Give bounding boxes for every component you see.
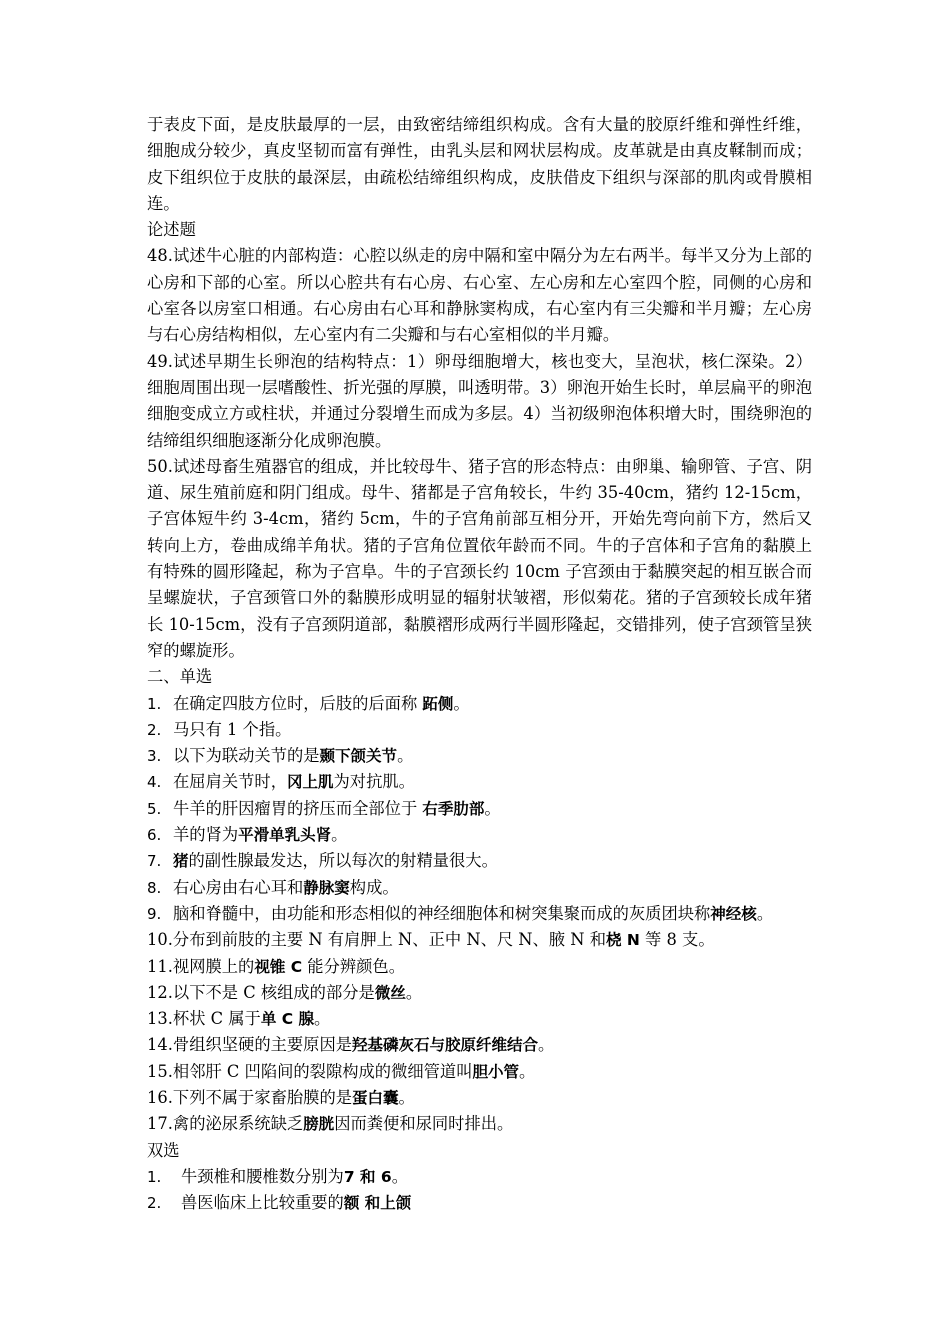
- list-item: 11.视网膜上的视锥 C 能分辨颜色。: [147, 956, 405, 976]
- document-page: [147, 112, 812, 1216]
- list-item: 15.相邻肝 C 凹陷间的裂隙构成的微细管道叫胆小管。: [147, 1061, 536, 1081]
- single-choice-heading: 二、单选: [147, 667, 213, 687]
- intro-paragraph: 于表皮下面，是皮肤最厚的一层，由致密结缔组织构成。含有大量的胶原纤维和弹性纤维，细胞成分较少，真皮坚韧而富有弹性，由乳头层和网状层构成。皮革就是由真皮鞣制而成；皮下组织位于皮肤的最深层，由疏松结缔组织构成，皮肤借皮下组织与深部的肌肉或骨膜相连。: [147, 115, 812, 213]
- single-choice-list-continued: [147, 927, 812, 1137]
- list-item: 10.分布到前肢的主要 N 有肩胛上 N、正中 N、尺 N、腋 N 和桡 N 等 8 支。: [147, 930, 715, 950]
- list-item: 6. 羊的肾为平滑单乳头肾。: [147, 825, 348, 845]
- double-choice-heading: 双选: [147, 1140, 180, 1160]
- list-item: 3. 以下为联动关节的是颞下颌关节。: [147, 746, 414, 766]
- list-item: 5. 牛羊的肝因瘤胃的挤压而全部位于 右季肋部。: [147, 798, 501, 818]
- essay-50: 50.试述母畜生殖器官的组成，并比较母牛、猪子宫的形态特点：由卵巢、输卵管、子宫、阴道、尿生殖前庭和阴门组成。母牛、猪都是子宫角较长，牛约 35-40cm，猪约 12-15cm，子宫体短牛约 3-4cm，猪约 5cm，牛的子宫角前部互相分开，开始先弯向前下方，然后又转向上方，卷曲成绵羊角状。猪的子宫角位置依年龄而不同。牛的子宫体和子宫角的黏膜上有特殊的圆形隆起，称为子宫阜。牛的子宫颈长约 10cm 子宫颈由于黏膜突起的相互嵌合而呈螺旋状，子宫颈管口外的黏膜形成明显的辐射状皱褶，形似菊花。猪的子宫颈较长成年猪长 10-15cm，没有子宫颈阴道部，黏膜褶形成两行半圆形隆起，交错排列，使子宫颈管呈狭窄的螺旋形。: [147, 456, 812, 660]
- list-item: 1. 在确定四肢方位时，后肢的后面称 跖侧。: [147, 693, 470, 713]
- double-choice-list: [147, 1164, 812, 1217]
- list-item: 12.以下不是 C 核组成的部分是微丝。: [147, 982, 423, 1002]
- list-item: 17.禽的泌尿系统缺乏膀胱因而粪便和尿同时排出。: [147, 1114, 514, 1134]
- list-item: 8. 右心房由右心耳和静脉窦构成。: [147, 877, 399, 897]
- list-item: 2. 马只有 1 个指。: [147, 719, 292, 739]
- list-item: 4. 在屈肩关节时，冈上肌为对抗肌。: [147, 772, 415, 792]
- essay-heading: 论述题: [147, 220, 196, 240]
- essay-49: 49.试述早期生长卵泡的结构特点：1）卵母细胞增大，核也变大，呈泡状，核仁深染。2）细胞周围出现一层嗜酸性、折光强的厚膜，叫透明带。3）卵泡开始生长时，单层扁平的卵泡细胞变成立方或柱状，并通过分裂增生而成为多层。4）当初级卵泡体积增大时，围绕卵泡的结缔组织细胞逐渐分化成卵泡膜。: [147, 351, 812, 450]
- list-item: 1. 牛颈椎和腰椎数分别为7 和 6。: [147, 1166, 408, 1186]
- list-item: 9. 脑和脊髓中，由功能和形态相似的神经细胞体和树突集聚而成的灰质团块称神经核。: [147, 903, 774, 923]
- single-choice-list: [147, 691, 812, 928]
- essay-48: 48.试述牛心脏的内部构造：心腔以纵走的房中隔和室中隔分为左右两半。每半又分为上部的心房和下部的心室。所以心腔共有右心房、右心室、左心房和左心室四个腔，同侧的心房和心室各以房室口相通。右心房由右心耳和静脉窦构成，右心室内有三尖瓣和半月瓣；左心房与右心房结构相似，左心室内有二尖瓣和与右心室相似的半月瓣。: [147, 246, 812, 345]
- list-item: 13.杯状 C 属于单 C 腺。: [147, 1009, 331, 1029]
- list-item: 7. 猪的副性腺最发达，所以每次的射精量很大。: [147, 851, 498, 871]
- list-item: 2. 兽医临床上比较重要的额 和上颌: [147, 1193, 412, 1213]
- list-item: 14.骨组织坚硬的主要原因是羟基磷灰石与胶原纤维结合。: [147, 1035, 555, 1055]
- list-item: 16.下列不属于家畜胎膜的是蛋白囊。: [147, 1087, 415, 1107]
